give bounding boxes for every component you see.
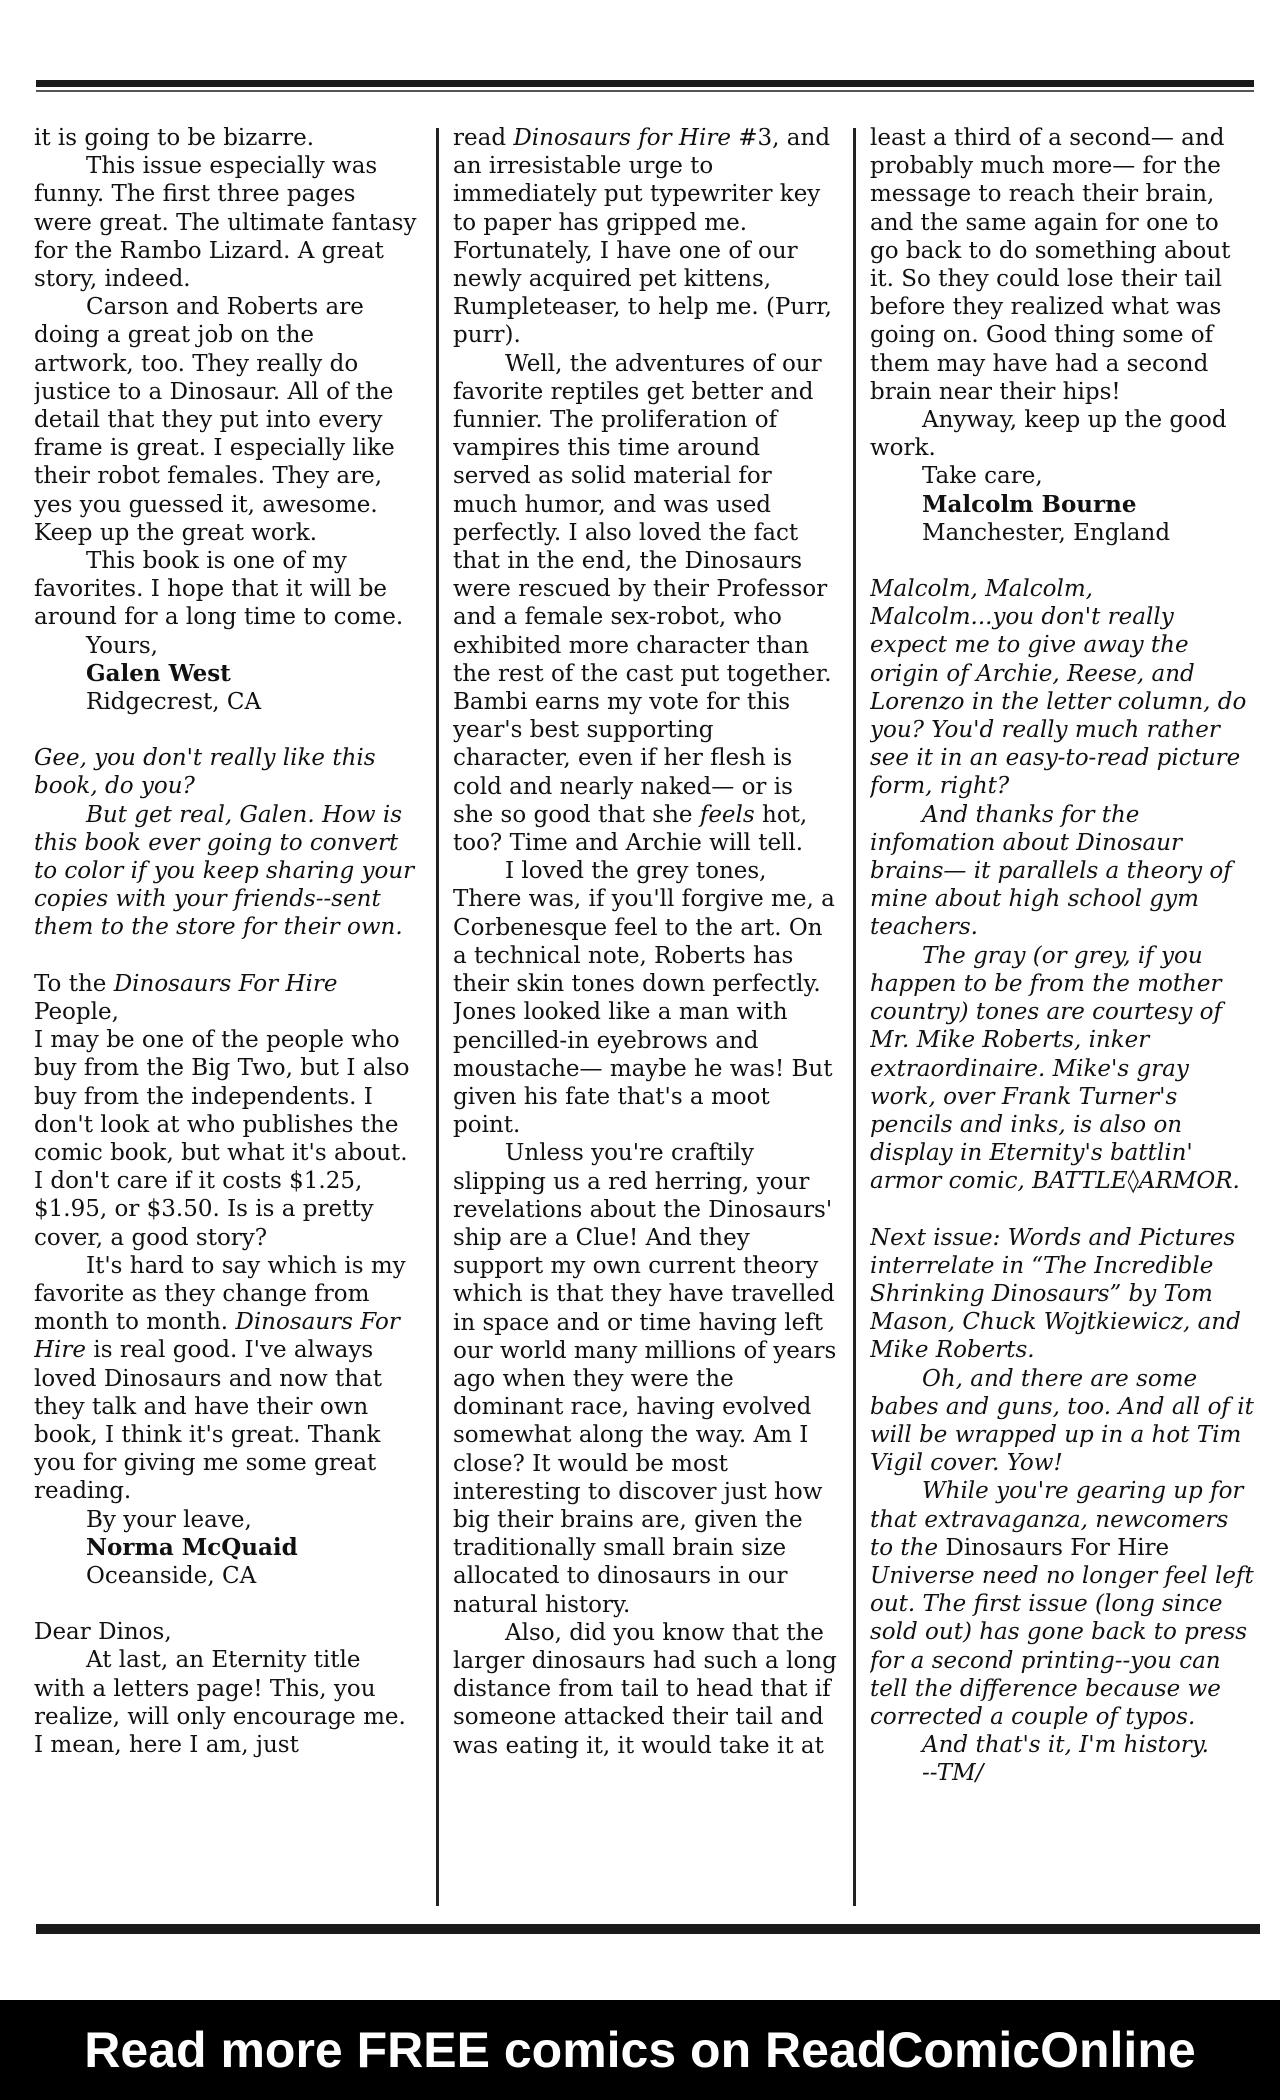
letter-paragraph: This issue especially was funny. The first three pages were great. The ultimate fantasy for the Rambo Lizard. A great story, indeed.	[34, 153, 417, 293]
letter-paragraph: Carson and Roberts are doing a great job on the artwork, too. They really do justice to a Dinosaur. All of the detail that they put into every frame is great. I especially like their robot females. They are, yes you guessed it, awesome. Keep up the great work.	[34, 294, 395, 546]
letter-paragraph: Anyway, keep up the good work.	[870, 407, 1227, 462]
editor-reply: Oh, and there are some babes and guns, too. And all of it will be wrapped up in a hot Tim Vigil cover. Yow!	[870, 1365, 1254, 1477]
editor-reply: Malcolm, Malcolm, Malcolm...you don't really expect me to give away the origin of Archie, Reese, and Lorenzo in the letter column, do you? You'd really much rather see it in an easy-to-read picture form, right?	[870, 576, 1247, 800]
letter-paragraph: This book is one of my favorites. I hope that it will be around for a long time to come.	[34, 548, 404, 631]
top-rule	[36, 80, 1254, 87]
signature-closing: Take care,	[922, 463, 1043, 490]
signature-closing: By your leave,	[86, 1506, 252, 1533]
promo-banner[interactable]: Read more FREE comics on ReadComicOnline	[0, 2000, 1280, 2100]
editor-signoff: --TM/	[922, 1760, 984, 1787]
letter-paragraph: read Dinosaurs for Hire #3, and an irresistable urge to immediately put typewriter key to paper has gripped me. Fortunately, I have one of our newly acquired pet kittens, Rumpleteaser, to help me. (Purr, purr).	[453, 125, 832, 349]
editor-reply: The gray (or grey, if you happen to be from the mother country) tones are courtesy of Mr. Mike Roberts, inker extraordinaire. Mike's gray work, over Frank Turner's pencils and inks, is also on display in Eternity's battlin' armor comic, BATTLE◊ARMOR.	[870, 942, 1240, 1195]
letter-paragraph: At last, an Eternity title with a letters page! This, you realize, will only encourage me. I mean, here I am, just	[34, 1647, 406, 1758]
column-divider-1	[436, 128, 439, 1906]
letter-paragraph: I may be one of the people who buy from the Big Two, but I also buy from the independents. I don't look at who publishes the comic book, but what it's about. I don't care if it costs $1.25, $1.95, or $3.50. Is is a pretty cover, a good story?	[34, 1027, 410, 1251]
editor-reply: And thanks for the infomation about Dinosaur brains— it parallels a theory of mine about high school gym teachers.	[870, 801, 1232, 941]
editor-reply: Gee, you don't really like this book, do you?	[34, 745, 376, 800]
letter-paragraph: Also, did you know that the larger dinosaurs had such a long distance from tail to head that if someone attacked their tail and was eating it, it would take it at	[453, 1619, 837, 1759]
signature-name: Norma McQuaid	[86, 1533, 298, 1561]
letter-paragraph: It's hard to say which is my favorite as they change from month to month. Dinosaurs For Hire is real good. I've always loved Dinosaurs and now that they talk and have their own book, I think it's great. Thank you for giving me some great reading.	[34, 1252, 406, 1505]
letter-paragraph: it is going to be bizarre.	[34, 125, 315, 151]
signature-place: Ridgecrest, CA	[86, 689, 262, 716]
letter-paragraph: least a third of a second— and probably much more— for the message to reach their brain, and the same again for one to go back to do something about it. So they could lose their tail before they realized what was going on. Good thing some of them may have had a second brain near their hips!	[870, 125, 1231, 405]
signature-name: Malcolm Bourne	[922, 490, 1137, 518]
editor-reply: While you're gearing up for that extravaganza, newcomers to the Dinosaurs For Hire Universe need no longer feel left out. The first issue (long since sold out) has gone back to press for a second printing--you can tell the difference because we corrected a couple of typos.	[870, 1478, 1254, 1730]
editor-reply: And that's it, I'm history.	[922, 1732, 1209, 1759]
editor-reply: But get real, Galen. How is this book ever going to convert to color if you keep sharing your copies with your friends--sent them to the store for their own.	[34, 801, 415, 941]
signature-place: Manchester, England	[922, 519, 1171, 546]
bottom-rule	[36, 1924, 1260, 1934]
column-divider-2	[853, 128, 856, 1906]
letters-column-1	[34, 124, 418, 1914]
letter-paragraph: Well, the adventures of our favorite reptiles get better and funnier. The proliferation of vampires this time around served as solid material for much humor, and was used perfectly. I also loved the fact that in the end, the Dinosaurs were rescued by their Professor and a female sex-robot, who exhibited more character than the rest of the cast put together. Bambi earns my vote for this year's best supporting character, even if her flesh is cold and nearly naked— or is she so good that she feels hot, too? Time and Archie will tell.	[453, 350, 832, 857]
letter-paragraph: Unless you're craftily slipping us a red herring, your revelations about the Dinosaurs' ship are a Clue! And they support my own current theory which is that they have travelled in space and or time having left our world many millions of years ago when they were the dominant race, having evolved somewhat along the way. Am I close? It would be most interesting to discover just how big their brains are, given the traditionally small brain size allocated to dinosaurs in our natural history.	[453, 1140, 837, 1618]
signature-closing: Yours,	[86, 632, 158, 659]
letters-column-3	[870, 124, 1254, 1914]
letter-greeting: Dear Dinos,	[34, 1619, 172, 1646]
letter-paragraph: I loved the grey tones, There was, if you'll forgive me, a Corbenesque feel to the art. On a technical note, Roberts has their skin tones down perfectly. Jones looked like a man with pencilled-in eyebrows and moustache— maybe he was! But given his fate that's a moot point.	[453, 858, 835, 1139]
letter-greeting: To the Dinosaurs For Hire People,	[34, 970, 338, 1025]
letters-column-2	[453, 124, 837, 1914]
signature-name: Galen West	[86, 659, 231, 687]
next-issue-note: Next issue: Words and Pictures interrelate in “The Incredible Shrinking Dinosaurs” by Tom Mason, Chuck Wojtkiewicz, and Mike Roberts.	[870, 1224, 1241, 1364]
signature-place: Oceanside, CA	[86, 1562, 257, 1589]
top-rule-thin	[36, 90, 1254, 92]
